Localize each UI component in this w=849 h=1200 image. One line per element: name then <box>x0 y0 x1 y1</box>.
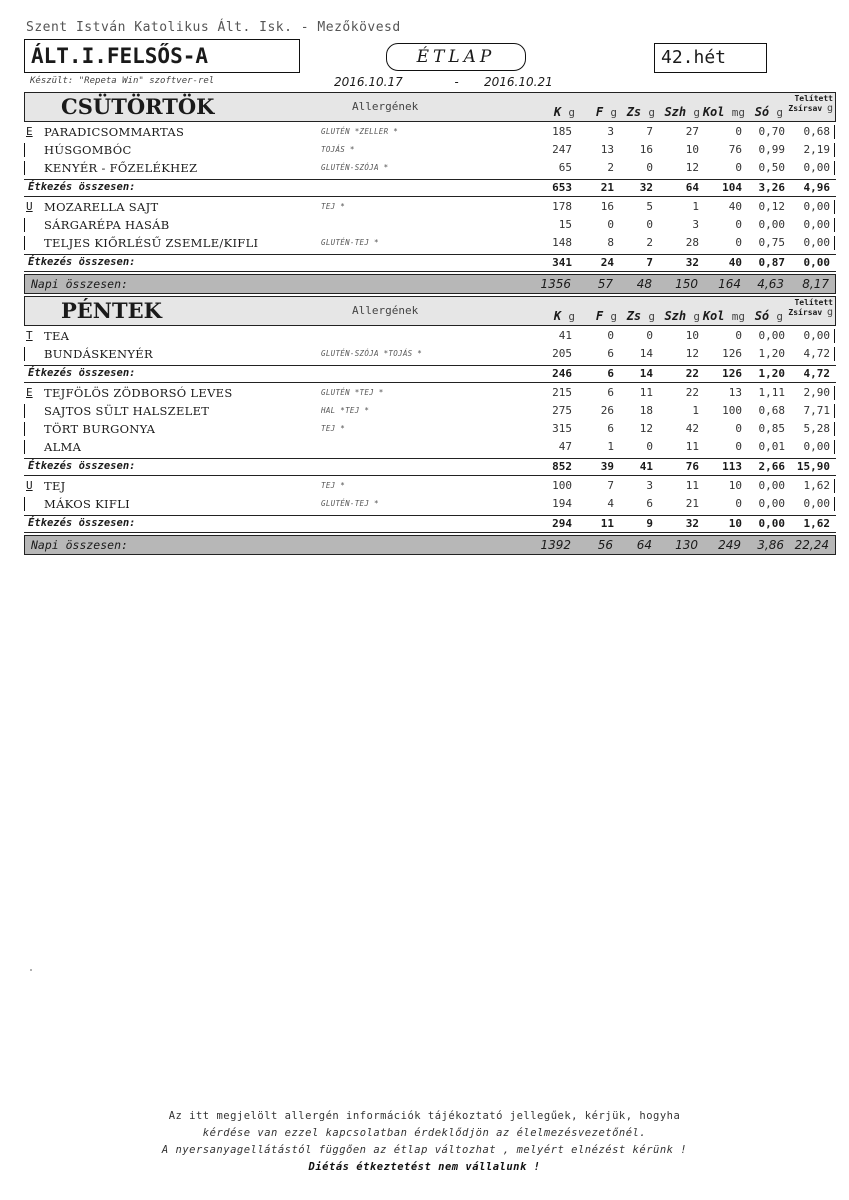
nutrient-value: 0 <box>735 218 742 231</box>
nutrient-value: 194 <box>552 497 572 510</box>
meal-code: E <box>26 125 33 138</box>
daily-total-value: 57 <box>597 277 613 291</box>
row-right-rule <box>834 479 835 493</box>
daily-total-value: 1356 <box>540 277 571 291</box>
nutrient-value: 5 <box>646 200 653 213</box>
daily-total-value: 56 <box>597 538 613 552</box>
nutrient-value: 1 <box>692 404 699 417</box>
column-header-kol-unit: mg <box>731 310 745 323</box>
meal-total-value: 1,62 <box>803 517 830 530</box>
column-header-zs-label: Zs <box>626 309 642 323</box>
row-left-rule <box>24 347 25 361</box>
menu-item-row <box>24 438 836 456</box>
daily-total-value: 130 <box>675 538 698 552</box>
menu-item-row <box>24 159 836 177</box>
menu-item-row <box>24 420 836 438</box>
nutrient-value: 6 <box>607 386 614 399</box>
column-header-f <box>596 309 617 323</box>
nutrient-value: 7 <box>646 125 653 138</box>
column-header-kol-label: Kol <box>702 309 725 323</box>
nutrient-value: 185 <box>552 125 572 138</box>
nutrient-value: 6 <box>646 497 653 510</box>
daily-total-value: 4,63 <box>757 277 784 291</box>
meal-total-row <box>24 365 836 383</box>
nutrient-value: 178 <box>552 200 572 213</box>
date-from: 2016.10.17 <box>334 75 403 89</box>
row-right-rule <box>834 125 835 139</box>
nutrient-value: 6 <box>607 422 614 435</box>
dish-name: TEA <box>44 329 70 343</box>
meal-total-value: 32 <box>685 517 699 530</box>
nutrient-value: 1,20 <box>758 347 785 360</box>
nutrient-value: 0,00 <box>758 218 785 231</box>
dish-allergens: GLUTÉN *ZELLER * <box>321 127 399 136</box>
day-header <box>24 92 836 122</box>
menu-item-row <box>24 141 836 159</box>
dish-name: ALMA <box>44 440 82 454</box>
nutrient-value: 4,72 <box>803 347 830 360</box>
dish-name: KENYÉR - FŐZELÉKHEZ <box>44 161 198 175</box>
meal-total-value: 852 <box>552 460 572 473</box>
nutrient-value: 1 <box>607 440 614 453</box>
column-header-zs-unit: g <box>648 106 655 119</box>
column-header-saturated-fat <box>788 94 833 114</box>
nutrient-value: 5,28 <box>803 422 830 435</box>
date-to: 2016.10.21 <box>484 75 553 89</box>
daily-total-value: 150 <box>675 277 698 291</box>
nutrient-value: 28 <box>685 236 699 249</box>
nutrient-value: 40 <box>728 200 742 213</box>
meal-code: U <box>26 200 33 213</box>
menu-item-row <box>24 495 836 513</box>
row-left-rule <box>24 218 25 232</box>
nutrient-value: 0,68 <box>803 125 830 138</box>
nutrient-value: 0,12 <box>758 200 785 213</box>
meal-total-label: Étkezés összesen: <box>28 460 136 472</box>
day-name: PÉNTEK <box>61 298 162 323</box>
row-right-rule <box>834 422 835 436</box>
column-header-k-label: K <box>553 309 562 323</box>
nutrient-value: 247 <box>552 143 572 156</box>
nutrient-value: 22 <box>685 386 699 399</box>
nutrient-value: 0,00 <box>803 329 830 342</box>
row-left-rule <box>24 143 25 157</box>
nutrient-value: 0,00 <box>758 329 785 342</box>
nutrient-value: 215 <box>552 386 572 399</box>
nutrient-value: 2,19 <box>803 143 830 156</box>
row-left-rule <box>24 236 25 250</box>
meal-total-value: 246 <box>552 367 572 380</box>
column-header-zs <box>627 105 655 119</box>
column-header-kol-unit: mg <box>731 106 745 119</box>
column-header-so-label: Só <box>754 105 770 119</box>
meal-total-value: 3,26 <box>758 181 785 194</box>
meal-total-value: 64 <box>685 181 699 194</box>
nutrient-value: 7 <box>607 479 614 492</box>
nutrient-value: 10 <box>685 329 699 342</box>
column-header-kol-label: Kol <box>702 105 725 119</box>
dish-name: HÚSGOMBÓC <box>44 143 132 157</box>
nutrient-value: 0,50 <box>758 161 785 174</box>
nutrient-value: 0 <box>735 422 742 435</box>
nutrient-value: 3 <box>607 125 614 138</box>
meal-total-value: 10 <box>728 517 742 530</box>
column-header-k-unit: g <box>568 106 575 119</box>
dish-allergens: TOJÁS * <box>321 145 355 154</box>
scan-speck <box>30 969 32 971</box>
menu-item-row <box>24 477 836 495</box>
meal-total-value: 39 <box>600 460 614 473</box>
nutrient-value: 0,00 <box>803 440 830 453</box>
row-right-rule <box>834 161 835 175</box>
saturated-label-1: Telített <box>794 298 833 307</box>
daily-total-value: 1392 <box>540 538 571 552</box>
nutrient-value: 0,85 <box>758 422 785 435</box>
meal-total-value: 41 <box>639 460 653 473</box>
nutrient-value: 0,70 <box>758 125 785 138</box>
column-header-so-unit: g <box>776 310 783 323</box>
column-header-k <box>554 105 575 119</box>
nutrient-value: 65 <box>558 161 572 174</box>
dish-allergens: GLUTÉN-SZÓJA * <box>321 163 389 172</box>
saturated-label-2-row <box>788 308 833 318</box>
nutrient-value: 27 <box>685 125 699 138</box>
column-header-k-label: K <box>553 105 562 119</box>
footer-note-4: Diétás étkeztetést nem vállalunk ! <box>308 1161 541 1173</box>
meal-total-label: Étkezés összesen: <box>28 256 136 268</box>
dish-allergens: GLUTÉN *TEJ * <box>321 388 384 397</box>
saturated-label-2: Zsírsav <box>788 308 823 317</box>
nutrient-value: 148 <box>552 236 572 249</box>
row-right-rule <box>834 200 835 214</box>
footer-note-2: kérdése van ezzel kapcsolatban érdeklődjön az élelmezésvezetőnél. <box>202 1127 647 1139</box>
meal-total-value: 1,20 <box>758 367 785 380</box>
dish-name: TÖRT BURGONYA <box>44 422 156 436</box>
date-separator: - <box>453 75 461 89</box>
day-name: CSÜTÖRTÖK <box>61 94 215 119</box>
meal-total-value: 0,00 <box>758 517 785 530</box>
dish-name: SÁRGARÉPA HASÁB <box>44 218 170 232</box>
meal-total-value: 32 <box>685 256 699 269</box>
nutrient-value: 0,00 <box>803 236 830 249</box>
meal-code: E <box>26 386 33 399</box>
meal-total-value: 6 <box>607 367 614 380</box>
saturated-unit: g <box>826 307 833 318</box>
nutrient-value: 2 <box>607 161 614 174</box>
dish-name: PARADICSOMMARTAS <box>44 125 185 139</box>
daily-total-row <box>24 535 836 555</box>
nutrient-value: 100 <box>722 404 742 417</box>
nutrient-value: 0 <box>735 236 742 249</box>
dish-allergens: TEJ * <box>321 481 346 490</box>
meal-total-value: 294 <box>552 517 572 530</box>
meal-total-value: 15,90 <box>796 460 830 473</box>
nutrient-value: 0 <box>607 329 614 342</box>
meal-total-row <box>24 515 836 533</box>
nutrient-value: 315 <box>552 422 572 435</box>
menu-title-box <box>386 43 526 71</box>
menu-item-row <box>24 216 836 234</box>
dish-allergens: GLUTÉN-TEJ * <box>321 238 379 247</box>
school-name: Szent István Katolikus Ált. Isk. - Mezőkövesd <box>26 20 401 35</box>
nutrient-value: 126 <box>722 347 742 360</box>
meal-total-row <box>24 254 836 272</box>
nutrient-value: 3 <box>692 218 699 231</box>
nutrient-value: 0,00 <box>803 200 830 213</box>
nutrient-value: 3 <box>646 479 653 492</box>
footer-note-3: A nyersanyagellátástól függően az étlap változhat , melyért elnézést kérünk ! <box>161 1144 688 1156</box>
meal-total-row <box>24 179 836 197</box>
daily-total-value: 249 <box>718 538 741 552</box>
column-header-kol <box>703 105 745 119</box>
dish-allergens: GLUTÉN-TEJ * <box>321 499 379 508</box>
meal-total-value: 22 <box>685 367 699 380</box>
nutrient-value: 0,00 <box>803 161 830 174</box>
meal-total-value: 4,96 <box>803 181 830 194</box>
nutrient-value: 10 <box>728 479 742 492</box>
column-header-szh <box>664 309 700 323</box>
menu-item-row <box>24 234 836 252</box>
nutrient-value: 0 <box>646 440 653 453</box>
nutrient-value: 16 <box>600 200 614 213</box>
nutrient-value: 13 <box>728 386 742 399</box>
row-right-rule <box>834 347 835 361</box>
meal-total-value: 40 <box>728 256 742 269</box>
nutrient-value: 0,99 <box>758 143 785 156</box>
column-header-f-label: F <box>595 105 604 119</box>
meal-total-label: Étkezés összesen: <box>28 517 136 529</box>
nutrient-value: 0,01 <box>758 440 785 453</box>
nutrient-value: 100 <box>552 479 572 492</box>
daily-total-value: 3,86 <box>757 538 784 552</box>
nutrient-value: 0 <box>607 218 614 231</box>
dish-allergens: TEJ * <box>321 424 346 433</box>
nutrient-value: 0,00 <box>803 497 830 510</box>
daily-total-value: 164 <box>718 277 741 291</box>
dish-allergens: GLUTÉN-SZÓJA *TOJÁS * <box>321 349 423 358</box>
nutrient-value: 0 <box>646 218 653 231</box>
meal-total-value: 11 <box>600 517 614 530</box>
dish-allergens: TEJ * <box>321 202 346 211</box>
nutrient-value: 0 <box>735 440 742 453</box>
column-header-szh-unit: g <box>693 106 700 119</box>
nutrient-value: 6 <box>607 347 614 360</box>
nutrient-value: 0 <box>646 329 653 342</box>
dish-name: MOZARELLA SAJT <box>44 200 159 214</box>
row-right-rule <box>834 143 835 157</box>
meal-total-value: 0,87 <box>758 256 785 269</box>
nutrient-value: 13 <box>600 143 614 156</box>
daily-total-value: 48 <box>636 277 652 291</box>
nutrient-value: 11 <box>639 386 653 399</box>
nutrient-value: 12 <box>685 161 699 174</box>
nutrient-value: 18 <box>639 404 653 417</box>
dish-name: TEJ <box>44 479 66 493</box>
saturated-unit: g <box>826 103 833 114</box>
nutrient-value: 0,00 <box>803 218 830 231</box>
nutrient-value: 14 <box>639 347 653 360</box>
meal-total-label: Étkezés összesen: <box>28 367 136 379</box>
nutrient-value: 15 <box>558 218 572 231</box>
column-header-szh-label: Szh <box>664 105 687 119</box>
meal-code: T <box>26 329 33 342</box>
footer-note-1: Az itt megjelölt allergén információk tájékoztató jellegűek, kérjük, hogyha <box>168 1110 681 1122</box>
nutrient-value: 4 <box>607 497 614 510</box>
row-right-rule <box>834 440 835 454</box>
meal-total-value: 14 <box>639 367 653 380</box>
nutrient-value: 1,11 <box>758 386 785 399</box>
row-left-rule <box>24 497 25 511</box>
row-left-rule <box>24 440 25 454</box>
nutrient-value: 41 <box>558 329 572 342</box>
column-header-f-label: F <box>595 309 604 323</box>
menu-title: ÉTLAP <box>416 47 496 67</box>
software-note: Készült: "Repeta Win" szoftver-rel <box>30 76 215 86</box>
meal-total-value: 24 <box>600 256 614 269</box>
nutrient-value: 2,90 <box>803 386 830 399</box>
nutrient-value: 0,75 <box>758 236 785 249</box>
row-right-rule <box>834 386 835 400</box>
meal-total-value: 21 <box>600 181 614 194</box>
dish-name: TEJFÖLÖS ZÖDBORSÓ LEVES <box>44 386 233 400</box>
saturated-label-2-row <box>788 104 833 114</box>
meal-total-value: 4,72 <box>803 367 830 380</box>
column-header-f-unit: g <box>610 106 617 119</box>
allergen-column-header: Allergének <box>352 304 419 317</box>
saturated-label-2: Zsírsav <box>788 104 823 113</box>
column-header-so-label: Só <box>754 309 770 323</box>
dish-name: TELJES KIŐRLÉSŰ ZSEMLE/KIFLI <box>44 236 259 250</box>
nutrient-value: 1,62 <box>803 479 830 492</box>
column-header-zs-label: Zs <box>626 105 642 119</box>
menu-item-row <box>24 123 836 141</box>
column-header-f-unit: g <box>610 310 617 323</box>
nutrient-value: 42 <box>685 422 699 435</box>
column-header-zs <box>627 309 655 323</box>
nutrient-value: 11 <box>685 479 699 492</box>
daily-total-label: Napi összesen: <box>31 538 128 552</box>
daily-total-value: 8,17 <box>802 277 829 291</box>
allergen-column-header: Allergének <box>352 100 419 113</box>
menu-item-row <box>24 198 836 216</box>
row-left-rule <box>24 161 25 175</box>
column-header-k-unit: g <box>568 310 575 323</box>
meal-total-value: 32 <box>639 181 653 194</box>
meal-total-value: 113 <box>722 460 742 473</box>
menu-item-row <box>24 327 836 345</box>
nutrient-value: 11 <box>685 440 699 453</box>
class-name: ÁLT.I.FELSŐS-A <box>31 44 209 68</box>
nutrient-value: 275 <box>552 404 572 417</box>
meal-total-value: 2,66 <box>758 460 785 473</box>
nutrient-value: 0 <box>735 329 742 342</box>
column-header-szh-label: Szh <box>664 309 687 323</box>
daily-total-value: 22,24 <box>794 538 829 552</box>
meal-total-value: 104 <box>722 181 742 194</box>
week-label: 42.hét <box>661 47 727 68</box>
daily-total-value: 64 <box>636 538 652 552</box>
meal-total-row <box>24 458 836 476</box>
nutrient-value: 0 <box>735 125 742 138</box>
daily-total-label: Napi összesen: <box>31 277 128 291</box>
week-box <box>654 43 767 73</box>
nutrient-value: 47 <box>558 440 572 453</box>
daily-total-row <box>24 274 836 294</box>
meal-total-value: 653 <box>552 181 572 194</box>
nutrient-value: 0 <box>735 161 742 174</box>
nutrient-value: 12 <box>639 422 653 435</box>
nutrient-value: 205 <box>552 347 572 360</box>
menu-item-row <box>24 402 836 420</box>
nutrient-value: 7,71 <box>803 404 830 417</box>
nutrient-value: 21 <box>685 497 699 510</box>
row-left-rule <box>24 404 25 418</box>
meal-total-label: Étkezés összesen: <box>28 181 136 193</box>
column-header-szh <box>664 105 700 119</box>
meal-total-value: 126 <box>722 367 742 380</box>
nutrient-value: 0 <box>735 497 742 510</box>
row-right-rule <box>834 497 835 511</box>
nutrient-value: 12 <box>685 347 699 360</box>
row-right-rule <box>834 404 835 418</box>
nutrient-value: 0,68 <box>758 404 785 417</box>
nutrient-value: 1 <box>692 200 699 213</box>
menu-item-row <box>24 345 836 363</box>
day-header <box>24 296 836 326</box>
dish-name: MÁKOS KIFLI <box>44 497 130 511</box>
meal-total-value: 7 <box>646 256 653 269</box>
column-header-so <box>755 105 783 119</box>
column-header-saturated-fat <box>788 298 833 318</box>
column-header-szh-unit: g <box>693 310 700 323</box>
column-header-so <box>755 309 783 323</box>
row-right-rule <box>834 236 835 250</box>
column-header-zs-unit: g <box>648 310 655 323</box>
meal-total-value: 341 <box>552 256 572 269</box>
menu-item-row <box>24 384 836 402</box>
nutrient-value: 0 <box>646 161 653 174</box>
row-right-rule <box>834 218 835 232</box>
column-header-so-unit: g <box>776 106 783 119</box>
nutrient-value: 2 <box>646 236 653 249</box>
meal-total-value: 76 <box>685 460 699 473</box>
dish-name: BUNDÁSKENYÉR <box>44 347 153 361</box>
row-left-rule <box>24 422 25 436</box>
nutrient-value: 10 <box>685 143 699 156</box>
nutrient-value: 16 <box>639 143 653 156</box>
class-name-box <box>24 39 300 73</box>
meal-total-value: 0,00 <box>803 256 830 269</box>
nutrient-value: 8 <box>607 236 614 249</box>
column-header-kol <box>703 309 745 323</box>
nutrient-value: 0,00 <box>758 479 785 492</box>
saturated-label-1: Telített <box>794 94 833 103</box>
nutrient-value: 76 <box>728 143 742 156</box>
meal-total-value: 9 <box>646 517 653 530</box>
dish-name: SAJTOS SÜLT HALSZELET <box>44 404 210 418</box>
row-right-rule <box>834 329 835 343</box>
column-header-k <box>554 309 575 323</box>
column-header-f <box>596 105 617 119</box>
nutrient-value: 26 <box>600 404 614 417</box>
nutrient-value: 0,00 <box>758 497 785 510</box>
meal-code: U <box>26 479 33 492</box>
dish-allergens: HAL *TEJ * <box>321 406 370 415</box>
